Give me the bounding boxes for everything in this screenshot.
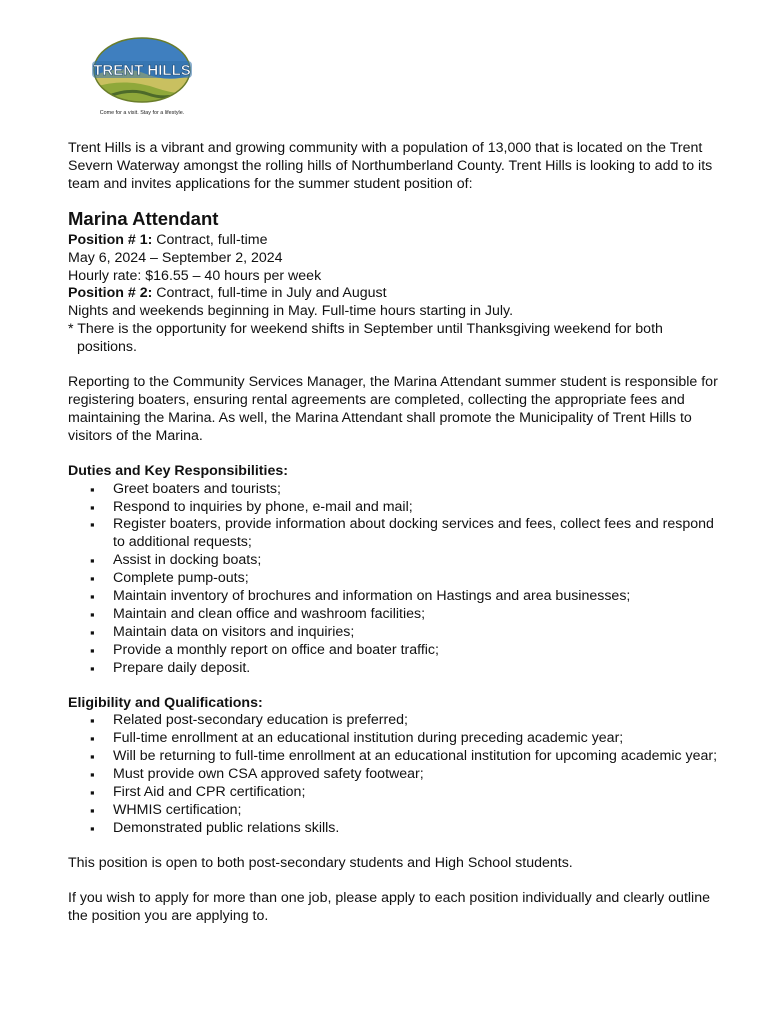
list-item: ▪ Demonstrated public relations skills. bbox=[90, 820, 718, 838]
intro-paragraph: Trent Hills is a vibrant and growing community with a population of 13,000 that is located on the Trent Severn Waterway amongst the rolling hills of Northumberland County. Trent Hills is looking to add to its team and invites applications for the summer student position of: bbox=[68, 140, 713, 192]
reporting-paragraph: Reporting to the Community Services Manager, the Marina Attendant summer student is responsible for registering boaters, ensuring rental agreements are completed, collecting the appropriate fees and maintaining the Marina. As well, the Marina Attendant shall promote the Municipality of Trent Hills to visitors of the Marina. bbox=[68, 374, 718, 444]
list-item: ▪ Related post-secondary education is preferred; bbox=[90, 712, 718, 730]
list-item: ▪ Maintain and clean office and washroom facilities; bbox=[90, 606, 718, 624]
list-item: ▪ Must provide own CSA approved safety footwear; bbox=[90, 766, 718, 784]
open-to-paragraph: This position is open to both post-secondary students and High School students. bbox=[68, 854, 573, 871]
list-item: ▪ Full-time enrollment at an educational institution during preceding academic year; bbox=[90, 730, 718, 748]
trent-hills-logo-graphic bbox=[86, 36, 206, 120]
weekend-note: * There is the opportunity for weekend shifts in September until Thanksgiving weekend for both positions. bbox=[68, 321, 663, 356]
list-item: ▪ Provide a monthly report on office and boater traffic; bbox=[90, 642, 718, 660]
position-1-label: Position # 1: bbox=[68, 231, 153, 248]
list-item: ▪ Greet boaters and tourists; bbox=[90, 481, 718, 499]
position-details bbox=[68, 232, 718, 357]
list-item: ▪ Complete pump-outs; bbox=[90, 570, 718, 588]
list-item: ▪ Respond to inquiries by phone, e-mail and mail; bbox=[90, 499, 718, 517]
position-1-text: Contract, full-time bbox=[152, 231, 268, 248]
list-item: ▪ Will be returning to full-time enrollment at an educational institution for upcoming academic year; bbox=[90, 748, 718, 766]
job-posting bbox=[68, 140, 718, 926]
list-item: ▪ First Aid and CPR certification; bbox=[90, 784, 718, 802]
schedule-text: Nights and weekends beginning in May. Full-time hours starting in July. bbox=[68, 303, 514, 320]
logo-brand-text: TRENT HILLS bbox=[93, 62, 191, 79]
position-2-label: Position # 2: bbox=[68, 285, 153, 302]
hourly-rate: Hourly rate: $16.55 – 40 hours per week bbox=[68, 267, 322, 284]
list-item: ▪ Assist in docking boats; bbox=[90, 552, 718, 570]
list-item: ▪ Prepare daily deposit. bbox=[90, 660, 718, 678]
apply-note-paragraph: If you wish to apply for more than one job, please apply to each position individually and clearly outline the position you are applying to. bbox=[68, 889, 710, 924]
position-2-text: Contract, full-time in July and August bbox=[152, 285, 387, 302]
eligibility-list bbox=[68, 712, 718, 837]
duties-heading: Duties and Key Responsibilities: bbox=[68, 462, 288, 479]
job-title: Marina Attendant bbox=[68, 207, 219, 229]
trent-hills-logo bbox=[86, 36, 206, 120]
list-item: ▪ Maintain inventory of brochures and information on Hastings and area businesses; bbox=[90, 588, 718, 606]
duties-list bbox=[68, 481, 718, 678]
eligibility-heading: Eligibility and Qualifications: bbox=[68, 694, 263, 711]
list-item: ▪ Maintain data on visitors and inquiries; bbox=[90, 624, 718, 642]
position-2-line bbox=[68, 285, 718, 303]
list-item: ▪ WHMIS certification; bbox=[90, 802, 718, 820]
list-item: ▪ Register boaters, provide information about docking services and fees, collect fees and respond to additional requests; bbox=[90, 516, 718, 552]
position-dates: May 6, 2024 – September 2, 2024 bbox=[68, 249, 283, 266]
position-1-line bbox=[68, 232, 718, 250]
logo-tagline: Come for a visit. Stay for a lifestyle. bbox=[99, 110, 185, 116]
